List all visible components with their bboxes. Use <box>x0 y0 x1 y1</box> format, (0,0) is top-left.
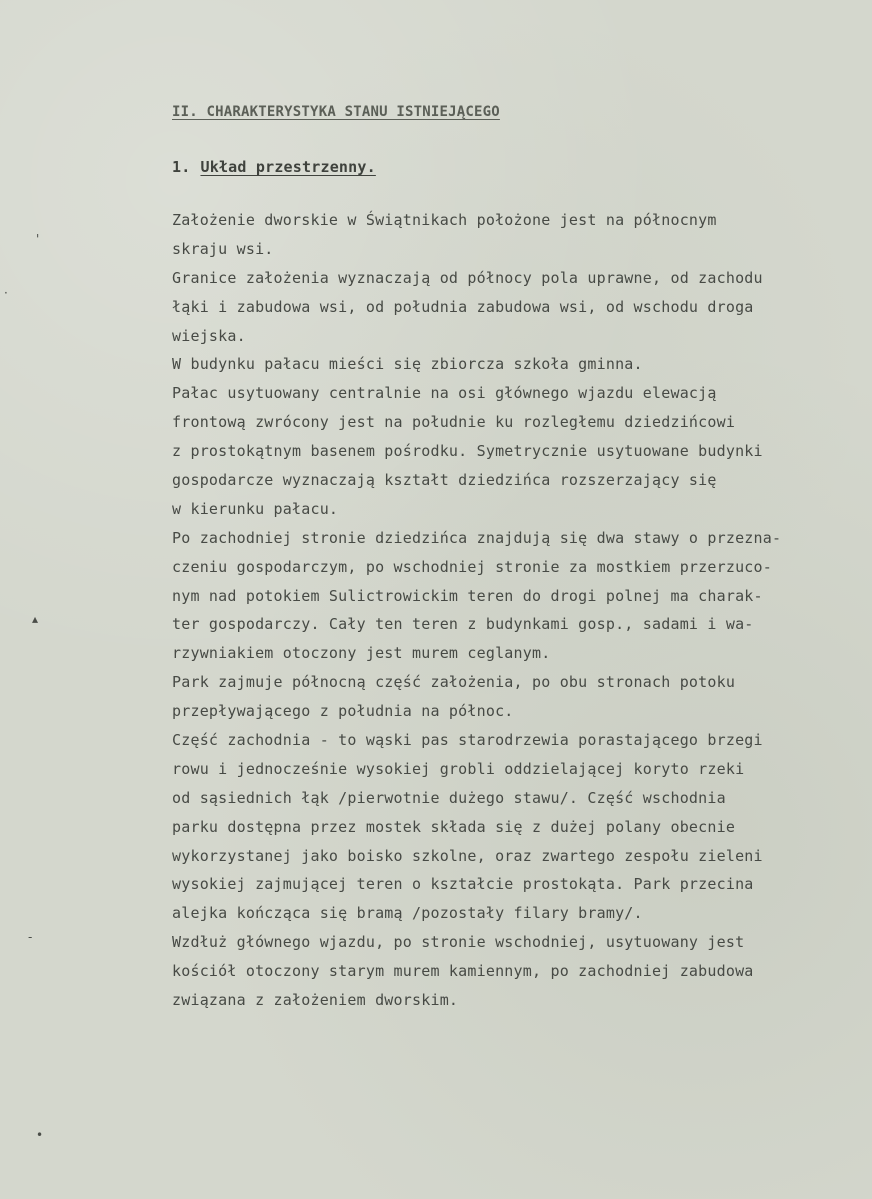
text-line: wykorzystanej jako boisko szkolne, oraz zwartego zespołu zieleni <box>172 846 763 865</box>
scan-mark: ' <box>36 232 40 246</box>
text-line: z prostokątnym basenem pośrodku. Symetrycznie usytuowane budynki <box>172 442 763 461</box>
text-line: alejka kończąca się bramą /pozostały filary bramy/. <box>172 904 643 923</box>
text-line: Wzdłuż głównego wjazdu, po stronie wschodniej, usytuowany jest <box>172 933 745 952</box>
text-line: w kierunku pałacu. <box>172 499 339 518</box>
text-line: Po zachodniej stronie dziedzińca znajdują się dwa stawy o przezna- <box>172 528 782 547</box>
text-line: frontową zwrócony jest na południe ku rozległemu dziedzińcowi <box>172 413 736 432</box>
text-line: czeniu gospodarczym, po wschodniej stronie za mostkiem przerzuco- <box>172 557 772 576</box>
text-line: Park zajmuje północną część założenia, po obu stronach potoku <box>172 673 736 692</box>
text-line: wysokiej zajmującej teren o kształcie prostokąta. Park przecina <box>172 875 754 894</box>
text-line: przepływającego z południa na północ. <box>172 702 514 721</box>
scan-mark: · <box>4 286 9 300</box>
section-number: 1. <box>172 158 191 176</box>
text-line: parku dostępna przez mostek składa się z dużej polany obecnie <box>172 817 736 836</box>
text-line: rowu i jednocześnie wysokiej grobli oddzielającej koryto rzeki <box>172 759 745 778</box>
text-line: związana z założeniem dworskim. <box>172 991 459 1010</box>
text-line: ter gospodarczy. Cały ten teren z budynkami gosp., sadami i wa- <box>172 615 754 634</box>
text-line: od sąsiednich łąk /pierwotnie dużego stawu/. Część wschodnia <box>172 788 726 807</box>
scan-mark: • <box>36 1128 44 1142</box>
text-line: rzywniakiem otoczony jest murem ceglanym. <box>172 644 551 663</box>
scan-mark: ▴ <box>32 612 39 626</box>
text-line: łąki i zabudowa wsi, od południa zabudowa wsi, od wschodu droga <box>172 297 754 316</box>
text-line: skraju wsi. <box>172 239 274 258</box>
section-heading <box>172 158 376 176</box>
text-line: wiejska. <box>172 326 246 345</box>
text-line: kościół otoczony starym murem kamiennym, po zachodniej zabudowa <box>172 962 754 981</box>
body-text <box>172 206 862 1015</box>
section-title: Układ przestrzenny. <box>200 158 376 176</box>
text-line: W budynku pałacu mieści się zbiorcza szkoła gminna. <box>172 355 643 374</box>
text-line: Część zachodnia - to wąski pas starodrzewia porastającego brzegi <box>172 731 763 750</box>
scan-mark: - <box>28 930 33 944</box>
text-line: Założenie dworskie w Świątnikach położone jest na północnym <box>172 211 717 229</box>
text-line: Granice założenia wyznaczają od północy pola uprawne, od zachodu <box>172 268 763 287</box>
text-line: nym nad potokiem Sulictrowickim teren do drogi polnej ma charak- <box>172 586 763 605</box>
text-line: gospodarcze wyznaczają kształt dziedzińca rozszerzający się <box>172 471 717 490</box>
text-line: Pałac usytuowany centralnie na osi głównego wjazdu elewacją <box>172 384 717 403</box>
chapter-heading: II. CHARAKTERYSTYKA STANU ISTNIEJĄCEGO <box>172 104 500 120</box>
